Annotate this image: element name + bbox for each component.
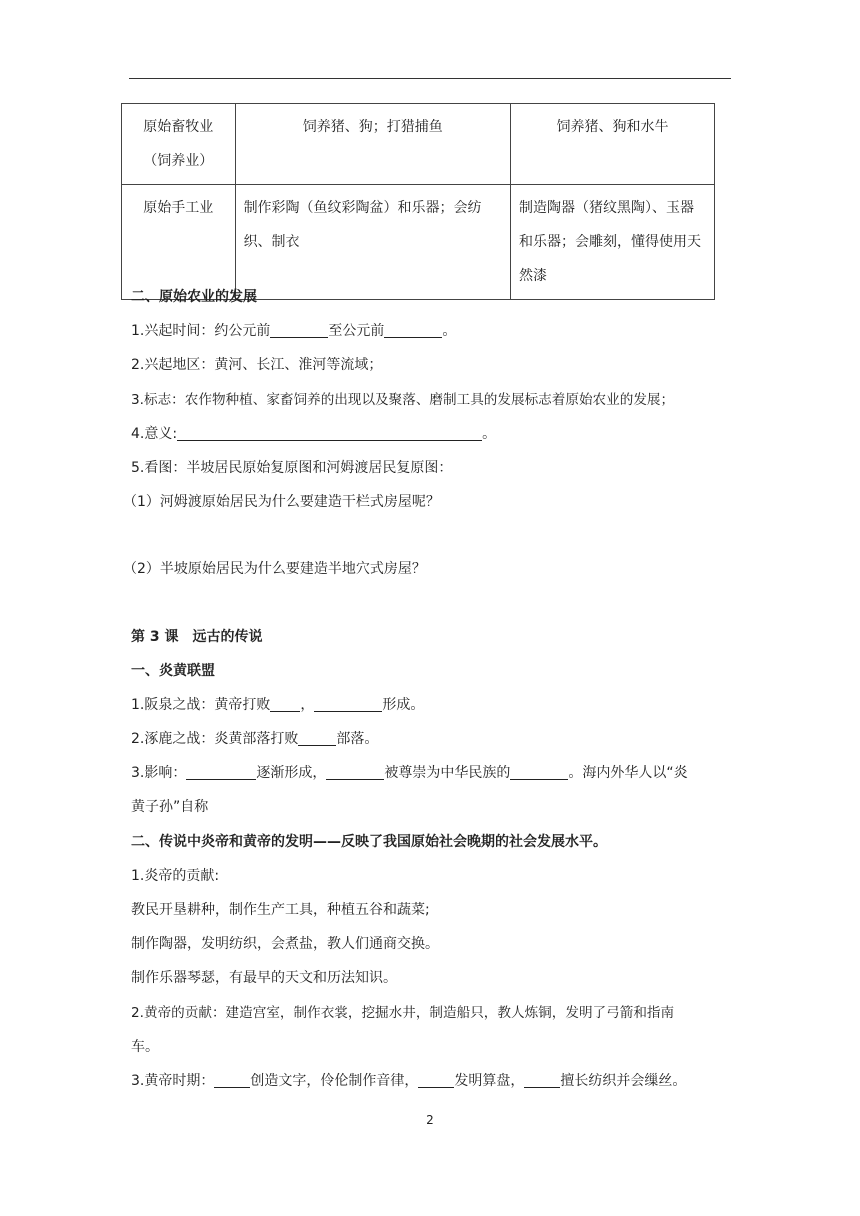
table-cell: 饲养猪、狗和水牛 — [510, 104, 714, 185]
text-line: 3.黄帝时期： 创造文字，伶伦制作音律， 发明算盘， 擅长纺织并会缫丝。 — [131, 1072, 687, 1089]
table-cell: 制造陶器（猪纹黑陶）、玉器和乐器；会雕刻，懂得使用天然漆 — [510, 185, 714, 300]
lesson-title: 第 3 课 远古的传说 — [131, 628, 263, 645]
fill-blank[interactable] — [524, 1071, 560, 1088]
fill-blank[interactable] — [270, 695, 300, 712]
fill-blank[interactable] — [214, 1071, 250, 1088]
text-line: 1.兴起时间：约公元前 至公元前 。 — [131, 323, 457, 340]
body-text — [123, 280, 741, 1098]
text-line: 3.影响： 逐渐形成， 被尊崇为中华民族的 。海内外华人以“炎 — [131, 765, 688, 782]
fill-blank[interactable] — [418, 1071, 454, 1088]
fill-blank[interactable] — [510, 763, 568, 780]
comparison-table — [121, 103, 715, 300]
header-rule — [129, 78, 731, 79]
question-line: （1）河姆渡原始居民为什么要建造干栏式房屋呢？ — [123, 494, 440, 511]
text-line: 2.兴起地区：黄河、长江、淮河等流域； — [131, 357, 383, 374]
fill-blank[interactable] — [270, 321, 328, 338]
text-line: 教民开垦耕种，制作生产工具，种植五谷和蔬菜; — [131, 902, 430, 918]
section-heading: 二、传说中炎帝和黄帝的发明——反映了我国原始社会晚期的社会发展水平。 — [131, 833, 607, 850]
fill-blank[interactable] — [384, 321, 442, 338]
text-line: 车。 — [131, 1038, 159, 1055]
section-heading: 二、原始农业的发展 — [131, 289, 257, 305]
fill-blank[interactable] — [326, 763, 384, 780]
fill-blank[interactable] — [298, 729, 336, 746]
text-line: 4.意义: 。 — [131, 425, 497, 442]
text-line: 2.涿鹿之战：炎黄部落打败 部落。 — [131, 731, 379, 748]
row-label-sub: （饲养业） — [143, 153, 214, 169]
text-line: 5.看图：半坡居民原始复原图和河姆渡居民复原图： — [131, 459, 453, 476]
table-cell — [122, 104, 236, 185]
row-label: 原始畜牧业 — [143, 119, 214, 135]
table-cell: 饲养猪、狗；打猎捕鱼 — [235, 104, 510, 185]
fill-blank[interactable] — [314, 695, 382, 712]
table-row — [122, 104, 715, 185]
question-line: （2）半坡原始居民为什么要建造半地穴式房屋？ — [123, 561, 426, 578]
text-line: 2.黄帝的贡献：建造宫室，制作衣裳，挖掘水井，制造船只，教人炼铜，发明了弓箭和指南 — [131, 1004, 675, 1021]
table-cell: 制作彩陶（鱼纹彩陶盆）和乐器；会纺织、制衣 — [235, 185, 510, 300]
row-label: 原始手工业 — [143, 200, 214, 216]
section-heading: 一、炎黄联盟 — [131, 662, 215, 679]
text-line: 制作陶器，发明纺织，会煮盐，教人们通商交换。 — [131, 936, 439, 953]
fill-blank[interactable] — [177, 424, 482, 441]
fill-blank[interactable] — [186, 763, 256, 780]
text-line: 1.阪泉之战：黄帝打败 ， 形成。 — [131, 696, 425, 713]
text-line: 制作乐器琴瑟，有最早的天文和历法知识。 — [131, 970, 397, 987]
text-line: 黄子孙”自称 — [131, 799, 209, 816]
text-line: 1.炎帝的贡献: — [131, 867, 220, 884]
text-line: 3.标志：农作物种植、家畜饲养的出现以及聚落、磨制工具的发展标志着原始农业的发展； — [131, 391, 675, 408]
page-number: 2 — [426, 1113, 434, 1127]
